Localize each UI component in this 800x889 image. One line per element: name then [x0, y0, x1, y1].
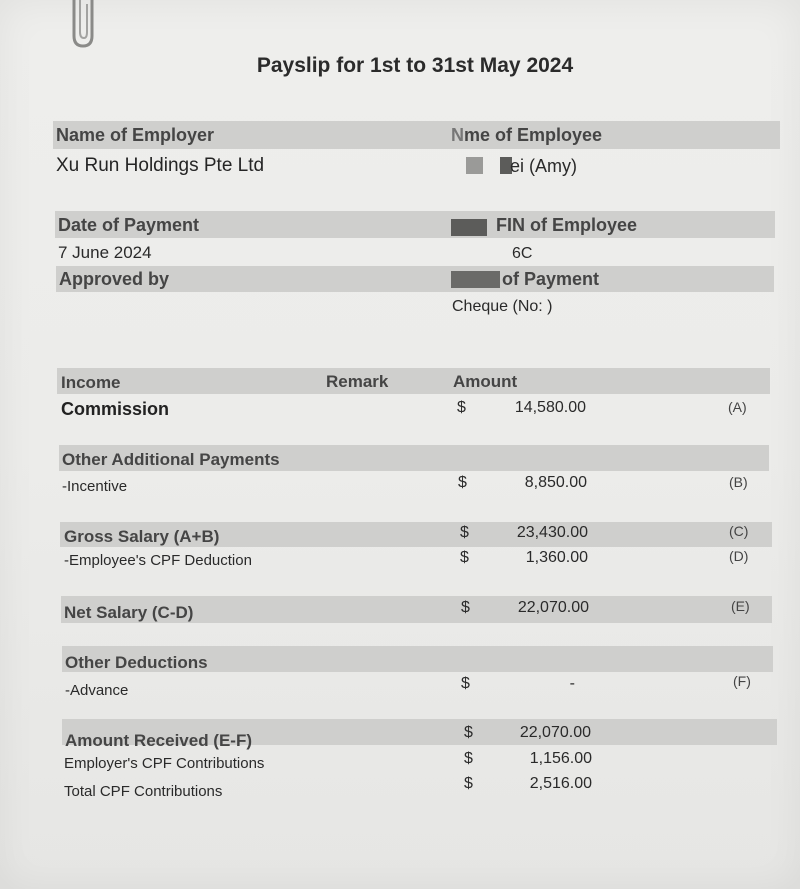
- paperclip-icon: [66, 0, 100, 48]
- date-payment-label: Date of Payment: [58, 215, 200, 235]
- received-amount: 22,070.00: [519, 724, 591, 741]
- fin-value: 6C: [512, 245, 533, 262]
- gross-code: (C): [729, 523, 749, 539]
- fin-label: FIN of Employee: [496, 215, 638, 235]
- date-payment-value: 7 June 2024: [58, 243, 152, 262]
- net-salary-label: Net Salary (C-D): [64, 603, 194, 622]
- gross-salary-label: Gross Salary (A+B): [64, 527, 220, 546]
- other-deductions-label: Other Deductions: [65, 653, 208, 672]
- mode-payment-label: of Payment: [502, 269, 600, 289]
- gross-amount: 23,430.00: [516, 524, 588, 541]
- advance-code: (F): [733, 673, 751, 689]
- cpf-employee-currency: $: [460, 549, 469, 566]
- page-title: Payslip for 1st to 31st May 2024: [256, 54, 574, 77]
- income-header: Income: [61, 373, 121, 392]
- approved-by-label: Approved by: [59, 269, 170, 289]
- cpf-employee-code: (D): [729, 548, 749, 564]
- amount-received-label: Amount Received (E-F): [65, 731, 253, 750]
- commission-code: (A): [728, 399, 747, 415]
- incentive-label: -Incentive: [62, 478, 128, 495]
- employer-name: Xu Run Holdings Pte Ltd: [56, 155, 265, 176]
- mode-payment-value: Cheque (No: ): [452, 298, 553, 315]
- commission-currency: $: [457, 399, 466, 416]
- cpf-total-label: Total CPF Contributions: [64, 783, 223, 800]
- advance-amount: -: [569, 675, 575, 692]
- incentive-amount: 8,850.00: [524, 474, 587, 491]
- received-currency: $: [464, 724, 473, 741]
- cpf-employer-currency: $: [464, 750, 473, 767]
- cpf-total-amount: 2,516.00: [529, 775, 592, 792]
- net-amount: 22,070.00: [517, 599, 589, 616]
- employee-name: ei (Amy): [510, 156, 577, 176]
- commission-amount: 14,580.00: [514, 399, 586, 416]
- incentive-currency: $: [458, 474, 467, 491]
- net-code: (E): [731, 598, 750, 614]
- cpf-employer-label: Employer's CPF Contributions: [64, 755, 265, 772]
- incentive-code: (B): [729, 474, 748, 490]
- amount-header: Amount: [453, 372, 518, 391]
- remark-header: Remark: [326, 372, 389, 391]
- cpf-employee-amount: 1,360.00: [525, 549, 588, 566]
- redacted-block: [451, 219, 487, 236]
- employee-label: Nme of Employee: [451, 125, 603, 145]
- redacted-block: [451, 271, 500, 288]
- employer-label: Name of Employer: [56, 125, 215, 145]
- commission-label: Commission: [61, 399, 170, 419]
- income-header-band: [57, 368, 770, 394]
- cpf-employer-amount: 1,156.00: [529, 750, 592, 767]
- additional-payments-label: Other Additional Payments: [62, 450, 280, 469]
- redacted-block: [466, 157, 483, 174]
- net-currency: $: [461, 599, 470, 616]
- gross-currency: $: [460, 524, 469, 541]
- cpf-employee-label: -Employee's CPF Deduction: [64, 552, 252, 569]
- cpf-total-currency: $: [464, 775, 473, 792]
- advance-currency: $: [461, 675, 470, 692]
- advance-label: -Advance: [65, 682, 129, 699]
